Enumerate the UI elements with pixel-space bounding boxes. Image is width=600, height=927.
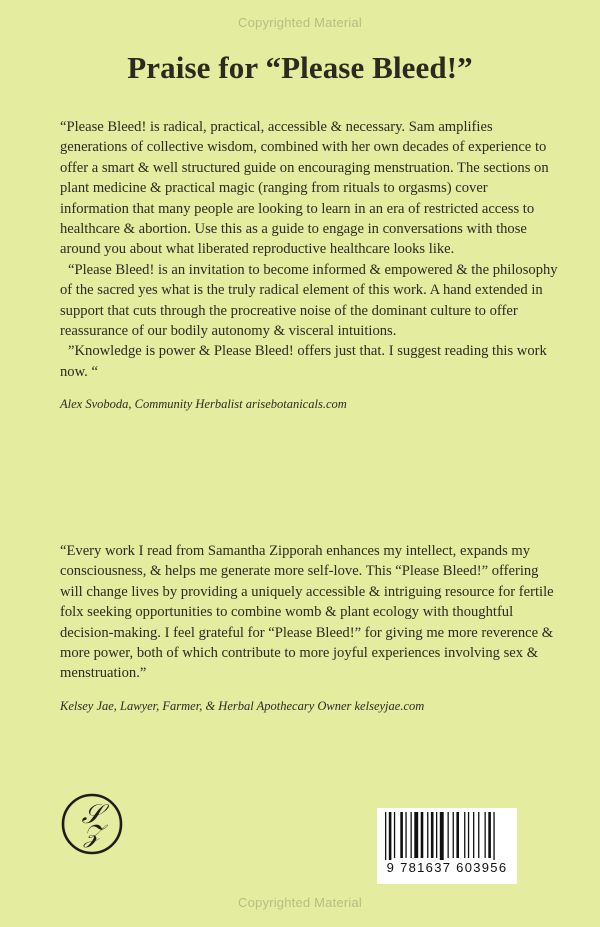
svg-text:𝒵: 𝒵 [83,821,103,848]
watermark-top: Copyrighted Material [238,15,362,30]
blurb2-attribution: Kelsey Jae, Lawyer, Farmer, & Herbal Apothecary Owner kelseyjae.com [60,698,425,713]
blurb1-paragraph-3: ”Knowledge is power & Please Bleed! offers just that. I suggest reading this work now. “ [60,343,547,380]
blurb1-paragraph-1: “Please Bleed! is radical, practical, accessible & necessary. Sam amplifies generations of collective wisdom, combined with her own decades of experience to offer a smart & well structured guide on encouraging menstruation. The sections on plant medicine & practical magic (ranging from rituals to orgasms) cover information that many people are looking to learn in an era of restricted access to healthcare & abortion. Use this as a guide to engage in conversations with those around you about what liberated reproductive healthcare looks like. [60,119,549,258]
isbn-barcode [377,808,517,884]
publisher-logo [60,792,124,856]
barcode-bars [377,808,517,860]
blurb1-attribution: Alex Svoboda, Community Herbalist arisebotanicals.com [60,397,347,412]
blurb1-paragraph-2: “Please Bleed! is an invitation to become informed & empowered & the philosophy of the sacred yes what is the truly radical element of this work. A hand extended in support that cuts through the procreative noise of the dominant culture to offer reassurance of our bodily autonomy & visceral intuitions. [60,261,558,340]
blurb-kelsey-jae [60,541,560,716]
svg-text:𝒮: 𝒮 [81,799,103,829]
isbn-number: 9 781637 603956 [386,860,508,875]
blurb-alex-svoboda [60,117,560,415]
watermark-bottom: Copyrighted Material [238,895,362,910]
blurb2-text: “Every work I read from Samantha Zipporah enhances my intellect, expands my consciousness, & helps me generate more self-love. This “Please Bleed!” offering will change lives by providing a uniquely accessible & intriguing resource for fertile folx seeking opportunities to combine womb & plant ecology with thoughtful decision-making. I feel grateful for “Please Bleed!” for giving me more reverence & more power, both of which contribute to more joyful experiences involving sex & menstruation.” [60,543,554,682]
page-title: Praise for “Please Bleed!” [127,50,473,85]
